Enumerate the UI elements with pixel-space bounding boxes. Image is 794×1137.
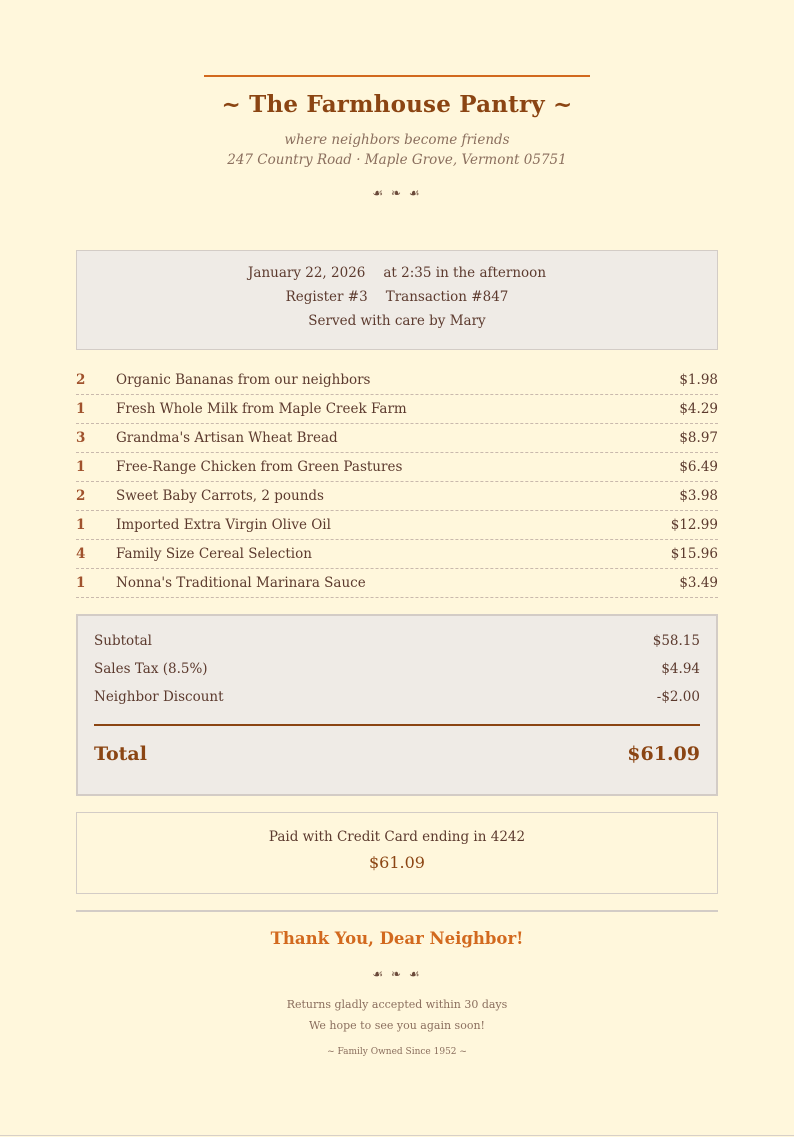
subtotal-label: Subtotal bbox=[94, 633, 152, 649]
subtotal-value: $58.15 bbox=[652, 633, 700, 649]
item-name: Organic Bananas from our neighbors bbox=[116, 372, 371, 388]
store-name-block bbox=[0, 91, 794, 118]
subtotal-row bbox=[94, 633, 700, 649]
line-item bbox=[76, 511, 718, 540]
transaction-date: January 22, 2026 bbox=[247, 265, 366, 281]
line-item bbox=[76, 366, 718, 395]
total-value: $61.09 bbox=[627, 743, 700, 765]
item-name: Grandma's Artisan Wheat Bread bbox=[116, 430, 338, 446]
transaction-time: at 2:35 in the afternoon bbox=[383, 265, 547, 281]
line-item bbox=[76, 424, 718, 453]
item-name: Fresh Whole Milk from Maple Creek Farm bbox=[116, 401, 407, 417]
discount-value: -$2.00 bbox=[656, 689, 700, 705]
returns-policy: Returns gladly accepted within 30 days bbox=[286, 998, 508, 1011]
item-quantity: 4 bbox=[76, 546, 86, 562]
item-price: $8.97 bbox=[679, 430, 718, 446]
item-name: Sweet Baby Carrots, 2 pounds bbox=[116, 488, 324, 504]
payment-box bbox=[76, 812, 718, 894]
header-rule bbox=[204, 75, 590, 118]
store-name: ~ The Farmhouse Pantry ~ bbox=[221, 91, 573, 118]
item-name: Imported Extra Virgin Olive Oil bbox=[116, 517, 331, 533]
line-item bbox=[76, 540, 718, 569]
item-name: Family Size Cereal Selection bbox=[116, 546, 312, 562]
transaction-number: Transaction #847 bbox=[385, 289, 509, 305]
store-address: 247 Country Road · Maple Grove, Vermont 05751 bbox=[227, 152, 567, 168]
register-line bbox=[77, 289, 717, 305]
item-price: $1.98 bbox=[679, 372, 718, 388]
item-quantity: 3 bbox=[76, 430, 86, 446]
item-price: $3.49 bbox=[679, 575, 718, 591]
item-name: Nonna's Traditional Marinara Sauce bbox=[116, 575, 366, 591]
tax-row bbox=[94, 661, 700, 677]
item-price: $4.29 bbox=[679, 401, 718, 417]
item-quantity: 2 bbox=[76, 372, 86, 388]
item-price: $12.99 bbox=[670, 517, 718, 533]
total-row bbox=[94, 743, 700, 765]
item-quantity: 2 bbox=[76, 488, 86, 504]
line-item bbox=[76, 395, 718, 424]
item-quantity: 1 bbox=[76, 517, 86, 533]
served-by: Served with care by Mary bbox=[308, 313, 486, 329]
footer-divider bbox=[76, 910, 718, 912]
family-owned-note: ~ Family Owned Since 1952 ~ bbox=[327, 1047, 467, 1057]
discount-label: Neighbor Discount bbox=[94, 689, 224, 705]
farewell-message: We hope to see you again soon! bbox=[309, 1019, 485, 1032]
item-price: $3.98 bbox=[679, 488, 718, 504]
transaction-info-box bbox=[76, 250, 718, 350]
line-items-list bbox=[76, 366, 718, 598]
item-price: $15.96 bbox=[670, 546, 718, 562]
payment-method: Paid with Credit Card ending in 4242 bbox=[268, 829, 526, 845]
item-quantity: 1 bbox=[76, 459, 86, 475]
line-item bbox=[76, 569, 718, 598]
floral-ornament-icon: ☙ ❧ ☙ bbox=[372, 967, 422, 981]
tax-value: $4.94 bbox=[661, 661, 700, 677]
item-quantity: 1 bbox=[76, 575, 86, 591]
discount-row bbox=[94, 689, 700, 705]
line-item bbox=[76, 453, 718, 482]
date-time-line bbox=[77, 265, 717, 281]
thank-you-message: Thank You, Dear Neighbor! bbox=[270, 929, 524, 948]
floral-ornament-icon: ☙ ❧ ☙ bbox=[372, 186, 422, 200]
total-divider bbox=[94, 724, 700, 726]
line-item bbox=[76, 482, 718, 511]
item-quantity: 1 bbox=[76, 401, 86, 417]
total-label: Total bbox=[94, 743, 147, 765]
item-price: $6.49 bbox=[679, 459, 718, 475]
tax-label: Sales Tax (8.5%) bbox=[94, 661, 208, 677]
register-number: Register #3 bbox=[285, 289, 368, 305]
totals-box bbox=[76, 614, 718, 796]
store-tagline: where neighbors become friends bbox=[284, 132, 510, 148]
item-name: Free-Range Chicken from Green Pastures bbox=[116, 459, 403, 475]
payment-amount: $61.09 bbox=[369, 853, 425, 872]
